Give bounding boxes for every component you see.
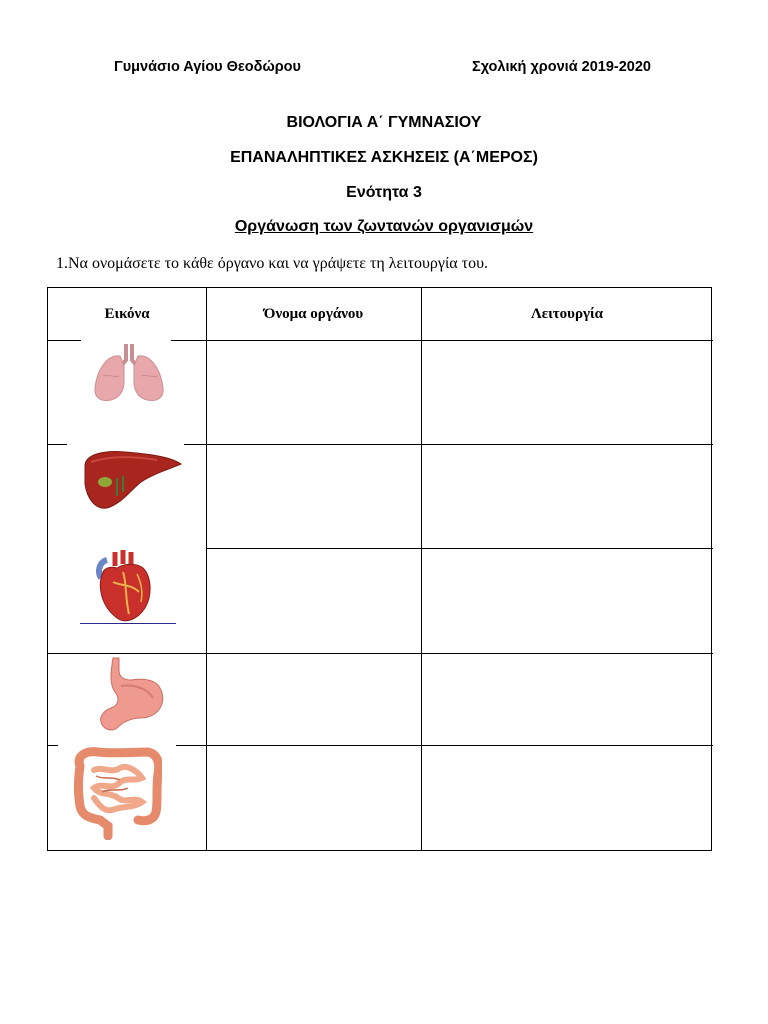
row-divider: [48, 745, 58, 746]
organ-name-field-4[interactable]: [208, 655, 419, 743]
column-divider: [206, 288, 207, 850]
header-organ-name: Όνομα οργάνου: [263, 306, 364, 322]
organ-function-field-2[interactable]: [423, 446, 711, 546]
school-name: Γυμνάσιο Αγίου Θεοδώρου: [114, 59, 301, 75]
unit-title: Ενότητα 3: [346, 184, 422, 201]
liver-image: [81, 448, 183, 510]
row-divider: [206, 548, 713, 549]
organ-function-field-5[interactable]: [423, 747, 711, 850]
row-divider: [48, 653, 713, 654]
lungs-image: [91, 340, 167, 406]
column-divider: [421, 288, 422, 850]
heart-image: [93, 548, 157, 624]
organ-function-field-1[interactable]: [423, 342, 711, 442]
row-divider: [184, 444, 713, 445]
topic-title: Οργάνωση των ζωντανών οργανισμών: [234, 218, 534, 235]
intestines-image: [72, 746, 162, 840]
organ-table: [47, 287, 712, 851]
stomach-image: [95, 656, 171, 734]
header-image: Εικόνα: [104, 306, 150, 322]
header-function: Λειτουργία: [530, 306, 604, 322]
question-text: 1.Να ονομάσετε το κάθε όργανο και να γράψετε τη λειτουργία του.: [56, 255, 488, 272]
organ-name-field-5[interactable]: [208, 747, 419, 850]
exercises-title: ΕΠΑΝΑΛΗΠΤΙΚΕΣ ΑΣΚΗΣΕΙΣ (Α΄ΜΕΡΟΣ): [230, 149, 538, 166]
organ-name-field-3[interactable]: [208, 550, 419, 651]
row-divider: [48, 444, 67, 445]
organ-name-field-2[interactable]: [208, 446, 419, 546]
row-divider: [48, 340, 81, 341]
row-divider: [176, 745, 713, 746]
organ-function-field-4[interactable]: [423, 655, 711, 743]
organ-function-field-3[interactable]: [423, 550, 711, 651]
row-divider: [171, 340, 713, 341]
subject-title: ΒΙΟΛΟΓΙΑ Α΄ ΓΥΜΝΑΣΙΟΥ: [286, 114, 482, 131]
school-year: Σχολική χρονιά 2019-2020: [472, 59, 651, 75]
organ-name-field-1[interactable]: [208, 342, 419, 442]
